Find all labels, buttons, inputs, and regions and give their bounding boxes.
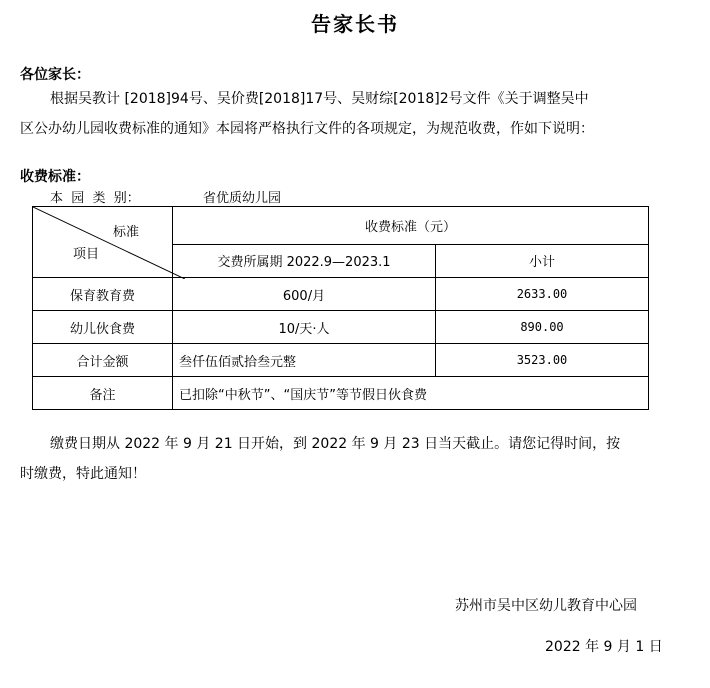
row-item: 保育教育费 — [33, 278, 173, 311]
signature-org: 苏州市吴中区幼儿教育中心园 — [455, 598, 637, 614]
row-standard: 10/天·人 — [173, 311, 436, 344]
header-period-cell: 交费所属期 2022.9—2023.1 — [173, 244, 436, 277]
table-row — [33, 311, 649, 344]
row-subtotal: 3523.00 — [436, 344, 649, 377]
diagonal-header-cell — [33, 207, 173, 278]
row-subtotal: 2633.00 — [436, 278, 649, 311]
salutation: 各位家长： — [20, 67, 90, 83]
row-item: 幼儿伙食费 — [33, 311, 173, 344]
notice-line-2: 时缴费，特此通知！ — [20, 466, 146, 482]
section-heading: 收费标准： — [20, 169, 90, 185]
table-remark-row — [33, 377, 649, 410]
signature-date: 2022 年 9 月 1 日 — [545, 639, 663, 655]
school-category-value: 省优质幼儿园 — [203, 191, 282, 206]
row-subtotal: 890.00 — [436, 311, 649, 344]
intro-line-1: 根据吴教计 [2018]94号、吴价费[2018]17号、吴财综[2018]2号文件《关于调整吴中 — [50, 91, 589, 107]
row-standard: 600/月 — [173, 278, 436, 311]
table-row — [33, 344, 649, 377]
row-standard: 叁仟伍佰贰拾叁元整 — [173, 344, 436, 377]
remark-text: 已扣除“中秋节”、“国庆节”等节假日伙食费 — [173, 377, 649, 410]
page-title: 告家长书 — [311, 12, 399, 36]
diagonal-line — [33, 207, 185, 279]
header-standard-label: 标准 — [113, 225, 140, 240]
table-row — [33, 278, 649, 311]
remark-label: 备注 — [33, 377, 173, 410]
school-category-label: 本 园 类 别： — [50, 191, 140, 206]
header-subtotal-cell: 小计 — [436, 244, 649, 277]
fee-table — [32, 206, 649, 410]
notice-line-1: 缴费日期从 2022 年 9 月 21 日开始，到 2022 年 9 月 23 日当天截止。请您记得时间，按 — [50, 436, 621, 452]
table-header-row — [33, 207, 649, 245]
header-group-cell: 收费标准（元） — [173, 207, 649, 245]
row-item: 合计金额 — [33, 344, 173, 377]
intro-line-2: 区公办幼儿园收费标准的通知》本园将严格执行文件的各项规定，为规范收费，作如下说明： — [20, 121, 594, 137]
header-item-label: 项目 — [73, 247, 100, 262]
